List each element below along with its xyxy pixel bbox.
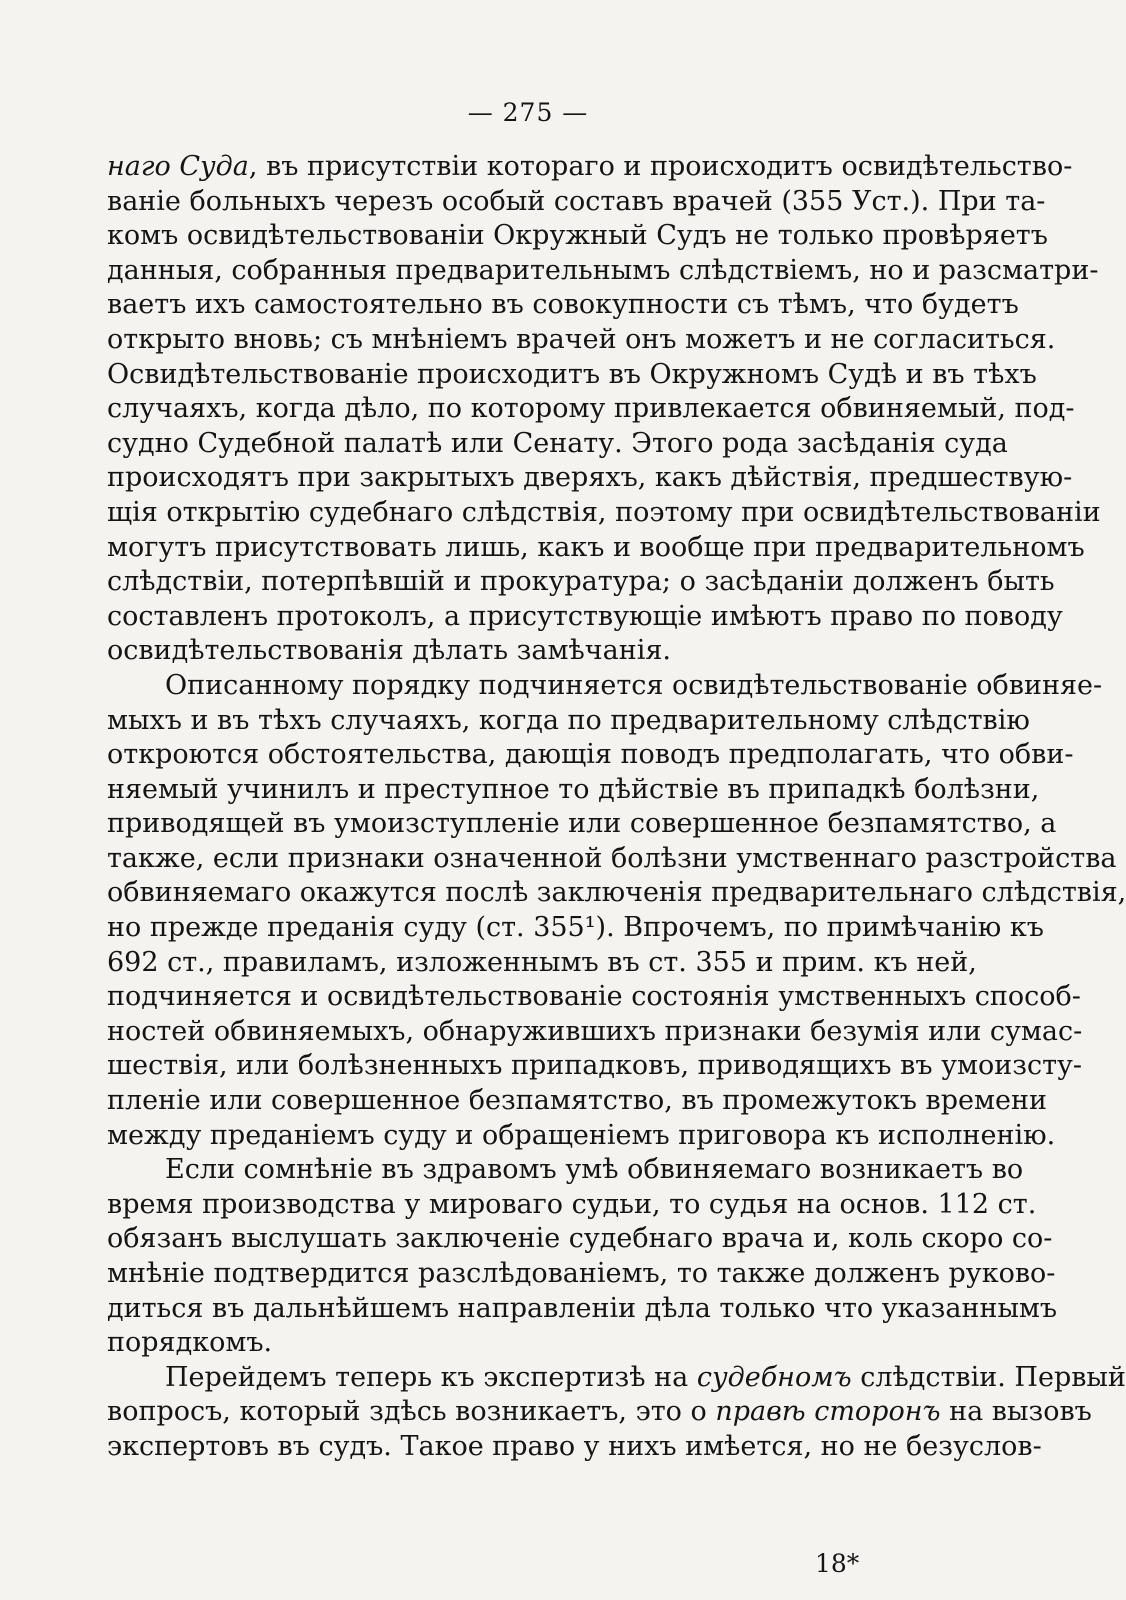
text-segment: ваніе больныхъ черезъ особый составъ врачей (355 Уст.). При та- — [107, 185, 1046, 217]
text-segment: могутъ присутствовать лишь, какъ и вообще при предварительномъ — [107, 531, 1085, 563]
text-segment: щія открытію судебнаго слѣдствія, поэтому при освидѣтельствованіи — [107, 496, 1101, 528]
text-line — [107, 600, 1063, 635]
italic-text: судебномъ — [696, 1361, 852, 1393]
text-segment: приводящей въ умоизступленіе или совершенное безпамятство, а — [107, 808, 1057, 840]
text-segment: ностей обвиняемыхъ, обнаружившихъ признаки безумія или сумас- — [107, 1015, 1083, 1047]
text-line — [107, 150, 1073, 185]
text-line — [107, 461, 1073, 496]
text-line — [107, 704, 1030, 739]
text-segment: на вызовъ — [940, 1396, 1092, 1428]
text-segment: , въ присутствіи котораго и происходитъ освидѣтельство- — [248, 151, 1073, 182]
text-line — [107, 358, 1037, 393]
text-segment: освидѣтельствованія дѣлать замѣчанія. — [107, 635, 671, 667]
text-segment: шествія, или болѣзненныхъ припадковъ, приводящихъ въ умоизсту- — [107, 1050, 1083, 1082]
text-segment: также, если признаки означенной болѣзни умственнаго разстройства — [107, 842, 1117, 874]
text-line — [107, 634, 957, 669]
text-line — [107, 1222, 1053, 1257]
text-line — [107, 323, 1056, 358]
text-line — [107, 980, 1081, 1015]
text-segment: порядкомъ. — [107, 1327, 273, 1359]
text-line — [107, 1430, 1042, 1465]
text-segment: судно Судебной палатѣ или Сенату. Этого рода засѣданія суда — [107, 427, 1008, 459]
text-line — [107, 219, 1048, 254]
text-segment: составленъ протоколъ, а присутствующіе имѣютъ право по поводу — [107, 600, 1063, 632]
text-line — [107, 185, 1046, 220]
text-line — [107, 807, 1057, 842]
text-segment: вопросъ, который здѣсь возникаетъ, это о — [107, 1396, 716, 1428]
text-segment: ваетъ ихъ самостоятельно въ совокупности съ тѣмъ, что будетъ — [107, 289, 1019, 321]
text-segment: экспертовъ въ судъ. Такое право у нихъ имѣется, но не безуслов- — [107, 1430, 1042, 1462]
text-line — [107, 427, 1008, 462]
text-segment: комъ освидѣтельствованіи Окружный Судъ не только провѣряетъ — [107, 220, 1048, 252]
text-line — [107, 1257, 1056, 1292]
text-line — [107, 254, 1099, 289]
text-segment: Перейдемъ теперь къ экспертизѣ на — [165, 1361, 697, 1393]
italic-text: правѣ сторонъ — [715, 1396, 941, 1428]
text-segment: случаяхъ, когда дѣло, по которому привлекается обвиняемый, под- — [107, 393, 1075, 425]
text-line — [107, 738, 1074, 773]
text-line — [107, 288, 1019, 323]
text-line — [107, 565, 1055, 600]
text-segment: происходятъ при закрытыхъ дверяхъ, какъ дѣйствія, предшествую- — [107, 462, 1073, 494]
text-line — [107, 669, 1103, 704]
text-line — [107, 946, 977, 981]
text-segment: Если сомнѣніе въ здравомъ умѣ обвиняемаго возникаетъ во — [165, 1154, 1024, 1186]
text-segment: слѣдствіи, потерпѣвшій и прокуратура; о засѣданіи долженъ быть — [107, 566, 1055, 598]
text-line — [107, 531, 1085, 566]
text-segment: няемый учинилъ и преступное то дѣйствіе въ припадкѣ болѣзни, — [107, 773, 1040, 805]
text-segment: обвиняемаго окажутся послѣ заключенія предварительнаго слѣдствія, — [107, 877, 1126, 909]
text-line — [107, 911, 1044, 946]
italic-text: наго Суда — [107, 151, 249, 182]
text-line — [107, 1188, 1037, 1223]
text-segment: данныя, собранныя предварительнымъ слѣдствіемъ, но и разсматри- — [107, 254, 1099, 286]
text-segment: открыто вновь; съ мнѣніемъ врачей онъ можетъ и не согласиться. — [107, 323, 1056, 355]
body-text — [107, 150, 1126, 1465]
text-segment: 692 ст., правиламъ, изложеннымъ въ ст. 355 и прим. къ ней, — [107, 946, 977, 978]
text-segment: подчиняется и освидѣтельствованіе состоянія умственныхъ способ- — [107, 981, 1081, 1013]
text-line — [107, 1395, 1092, 1430]
text-line — [107, 773, 1040, 808]
text-segment: слѣдствіи. Первый — [851, 1361, 1126, 1393]
text-line — [107, 1049, 1083, 1084]
text-segment: мыхъ и въ тѣхъ случаяхъ, когда по предварительному слѣдствію — [107, 704, 1030, 736]
text-line — [107, 1326, 957, 1361]
page-number: — 275 — — [467, 98, 589, 127]
text-segment: время производства у мироваго судьи, то судья на основ. 112 ст. — [107, 1188, 1037, 1220]
text-line — [107, 1153, 1024, 1188]
text-line — [107, 876, 1126, 911]
text-line — [107, 1292, 1058, 1327]
text-line — [107, 1119, 1056, 1154]
text-line — [107, 1015, 1083, 1050]
text-segment: пленіе или совершенное безпамятство, въ промежутокъ времени — [107, 1085, 1047, 1117]
text-line — [107, 1084, 1047, 1119]
text-segment: Описанному порядку подчиняется освидѣтельствованіе обвиняе- — [165, 669, 1103, 701]
text-line — [107, 842, 1117, 877]
text-segment: Освидѣтельствованіе происходитъ въ Окружномъ Судѣ и въ тѣхъ — [107, 358, 1037, 390]
text-line — [107, 496, 1101, 531]
text-segment: диться въ дальнѣйшемъ направленіи дѣла только что указаннымъ — [107, 1292, 1058, 1324]
text-segment: обязанъ выслушать заключеніе судебнаго врача и, коль скоро со- — [107, 1223, 1053, 1255]
text-segment: мнѣніе подтвердится разслѣдованіемъ, то также долженъ руково- — [107, 1258, 1056, 1289]
signature-mark: 18* — [815, 1549, 860, 1578]
text-segment: но прежде преданія суду (ст. 355¹). Впрочемъ, по примѣчанію къ — [107, 912, 1044, 944]
text-line — [107, 1361, 1126, 1396]
text-line — [107, 392, 1075, 427]
text-segment: между преданіемъ суду и обращеніемъ приговора къ исполненію. — [107, 1119, 1056, 1151]
text-segment: откроются обстоятельства, дающія поводъ предполагать, что обви- — [107, 739, 1074, 771]
